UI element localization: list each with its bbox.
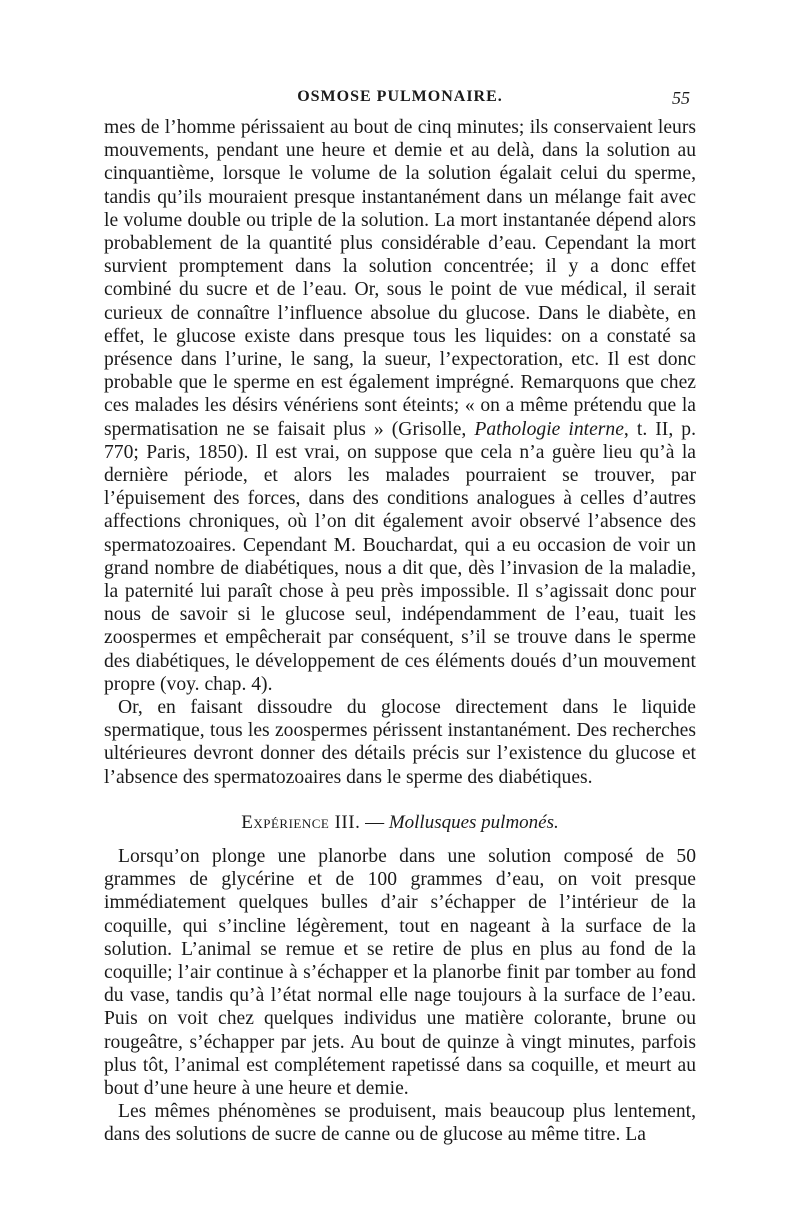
experiment-label: Expérience III.: [241, 811, 361, 833]
running-head: [104, 88, 696, 116]
paragraph-1-text: mes de l’homme périssaient au bout de cinq minutes; ils conservaient leurs mouvements, pendant une heure et demie et au delà, dans la solution au cinquantième, lorsque le volume de la solution égalait celui du sperme, tandis qu’ils mouraient presque instantanément dans un mélange fait avec le volume double ou triple de la solution. La mort instantanée dépend alors probablement de la quantité plus considérable d’eau. Cependant la mort survient promptement dans la solution concentrée; il y a donc effet combiné du sucre et de l’eau. Or, sous le point de vue médical, il serait curieux de connaître l’influence absolue du glucose. Dans le diabète, en effet, le glucose existe dans presque tous les liquides: on a constaté sa présence dans l’urine, le sang, la sueur, l’expectoration, etc. Il est donc probable que le sperme en est également imprégné. Remarquons que chez ces malades les désirs vénériens sont éteints; « on a même prétendu que la spermatisation ne se faisait plus » (Grisolle,: [104, 117, 696, 440]
paragraph-2: Or, en faisant dissoudre du glocose directement dans le liquide spermatique, tous les zoospermes périssent instantanément. Des recherches ultérieures devront donner des détails précis sur l’existence du glucose et l’absence des spermatozoaires dans le sperme des diabétiques.: [104, 697, 696, 788]
heading-separator: —: [360, 811, 389, 833]
cited-work-title: Pathologie interne: [474, 418, 624, 440]
running-title: OSMOSE PULMONAIRE.: [297, 88, 503, 105]
paragraph-1-text-continued: , t. II, p. 770; Paris, 1850). Il est vrai, on suppose que cela n’a guère lieu qu’à la dernière période, et alors les malades pourraient se trouver, par l’épuisement des forces, dans des conditions analogues à celles d’autres affections chroniques, où l’on dit également avoir observé l’absence des spermatozoaires. Cependant M. Bouchardat, qui a eu occasion de voir un grand nombre de diabétiques, nous a dit que, dès l’invasion de la maladie, la paternité lui paraît chose à peu près impossible. Il s’agissait donc pour nous de savoir si le glucose seul, indépendamment de l’eau, tuait les zoospermes et empêcherait par conséquent, s’il se trouve dans le sperme des diabétiques, le développement de ces éléments doués d’un mouvement propre (voy. chap. 4).: [104, 418, 696, 695]
paragraph-4: Les mêmes phénomènes se produisent, mais beaucoup plus lentement, dans des solutions de sucre de canne ou de glucose au même titre. La: [104, 1101, 696, 1146]
experiment-title: Mollusques pulmonés.: [388, 811, 559, 833]
book-page: [104, 88, 696, 1147]
paragraph-1: [104, 116, 696, 696]
section-heading: [104, 811, 696, 835]
paragraph-3: Lorsqu’on plonge une planorbe dans une solution composé de 50 grammes de glycérine et de 100 grammes d’eau, on voit presque immédiatement quelques bulles d’air s’échapper de l’intérieur de la coquille, qui s’incline légèrement, tout en nageant à la surface de la solution. L’animal se remue et se retire de plus en plus au fond de la coquille; l’air continue à s’échapper et la planorbe finit par tomber au fond du vase, tandis qu’à l’état normal elle nage toujours à la surface de l’eau. Puis on voit chez quelques individus une matière colorante, brune ou rougeâtre, s’échapper par jets. Au bout de quinze à vingt minutes, parfois plus tôt, l’animal est complétement rapetissé dans sa coquille, et meurt au bout d’une heure à une heure et demie.: [104, 845, 696, 1099]
page-number: 55: [672, 88, 690, 108]
